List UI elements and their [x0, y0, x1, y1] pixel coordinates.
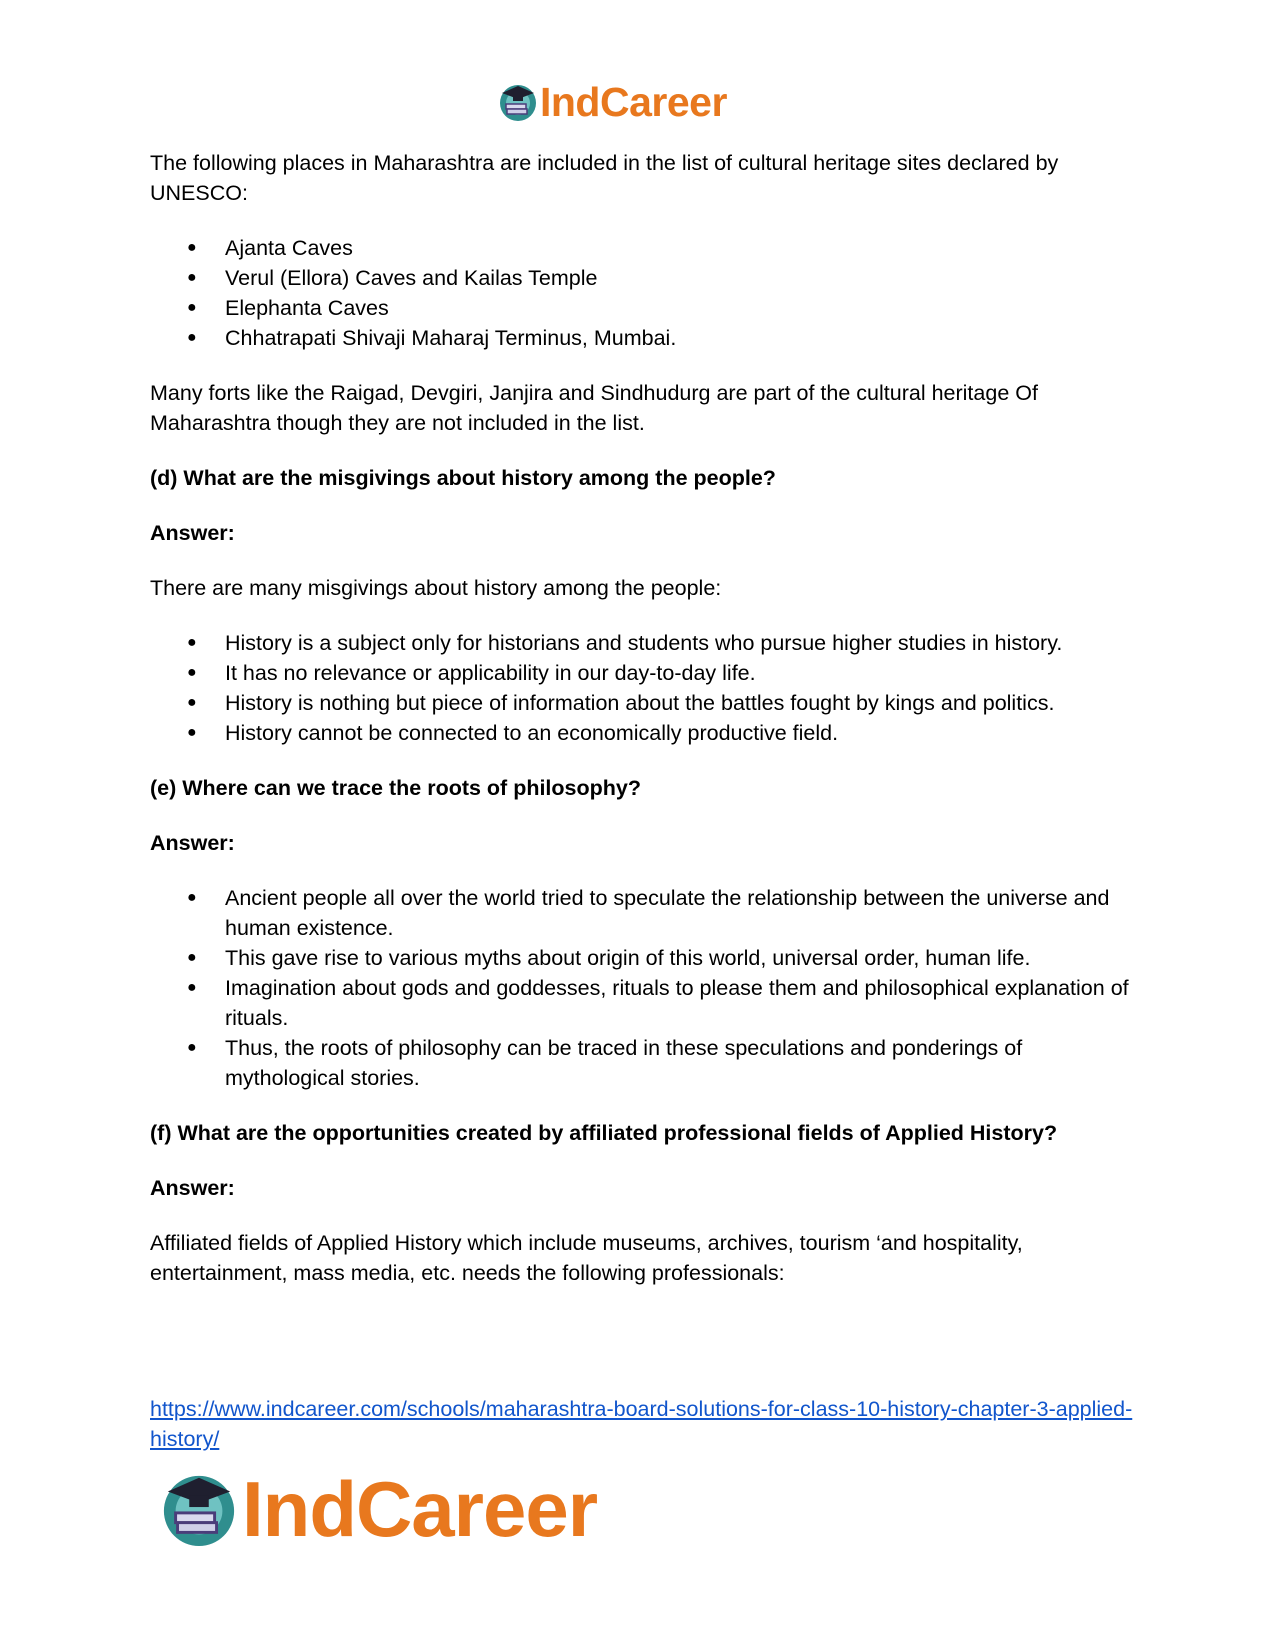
list-item: ● Elephanta Caves: [225, 293, 1130, 323]
list-item: ● Thus, the roots of philosophy can be traced in these speculations and ponderings of mythological stories.: [225, 1033, 1130, 1093]
answer-label: Answer:: [150, 521, 235, 545]
heritage-sites-list: [150, 233, 1130, 353]
footer-logo: [160, 1466, 597, 1552]
header-logo: [498, 78, 727, 126]
list-item: ● It has no relevance or applicability in our day-to-day life.: [225, 658, 1130, 688]
question-e: (e) Where can we trace the roots of philosophy?: [150, 776, 641, 800]
list-item: ● Ajanta Caves: [225, 233, 1130, 263]
list-item: ● Ancient people all over the world tried to speculate the relationship between the universe and human existence.: [225, 883, 1130, 943]
header-logo-text: IndCareer: [540, 78, 727, 125]
heritage-intro: The following places in Maharashtra are included in the list of cultural heritage sites declared by UNESCO:: [150, 151, 1059, 205]
footer-logo-text: IndCareer: [242, 1465, 598, 1553]
list-item: ● History is a subject only for historians and students who pursue higher studies in history.: [225, 628, 1130, 658]
question-d: (d) What are the misgivings about history among the people?: [150, 466, 776, 490]
question-f: (f) What are the opportunities created by affiliated professional fields of Applied History?: [150, 1121, 1058, 1145]
answer-label: Answer:: [150, 1176, 235, 1200]
list-item: ● History cannot be connected to an economically productive field.: [225, 718, 1130, 748]
misgivings-list: [150, 628, 1130, 748]
answer-label: Answer:: [150, 831, 235, 855]
forts-note: Many forts like the Raigad, Devgiri, Janjira and Sindhudurg are part of the cultural heritage Of Maharashtra though they are not included in the list.: [150, 381, 1038, 435]
graduation-globe-icon: [160, 1470, 238, 1548]
list-item: ● Imagination about gods and goddesses, rituals to please them and philosophical explanation of rituals.: [225, 973, 1130, 1033]
answer-f-intro: Affiliated fields of Applied History which include museums, archives, tourism ‘and hospitality, entertainment, mass media, etc. needs the following professionals:: [150, 1231, 1023, 1285]
document-body: [150, 148, 1130, 1313]
source-url-link[interactable]: https://www.indcareer.com/schools/maharashtra-board-solutions-for-class-10-history-chapter-3-applied-history/: [150, 1397, 1133, 1451]
list-item: ● Chhatrapati Shivaji Maharaj Terminus, Mumbai.: [225, 323, 1130, 353]
graduation-globe-icon: [498, 82, 538, 122]
answer-d-intro: There are many misgivings about history among the people:: [150, 576, 722, 600]
list-item: ● History is nothing but piece of information about the battles fought by kings and politics.: [225, 688, 1130, 718]
list-item: ● This gave rise to various myths about origin of this world, universal order, human life.: [225, 943, 1130, 973]
list-item: ● Verul (Ellora) Caves and Kailas Temple: [225, 263, 1130, 293]
philosophy-roots-list: [150, 883, 1130, 1093]
